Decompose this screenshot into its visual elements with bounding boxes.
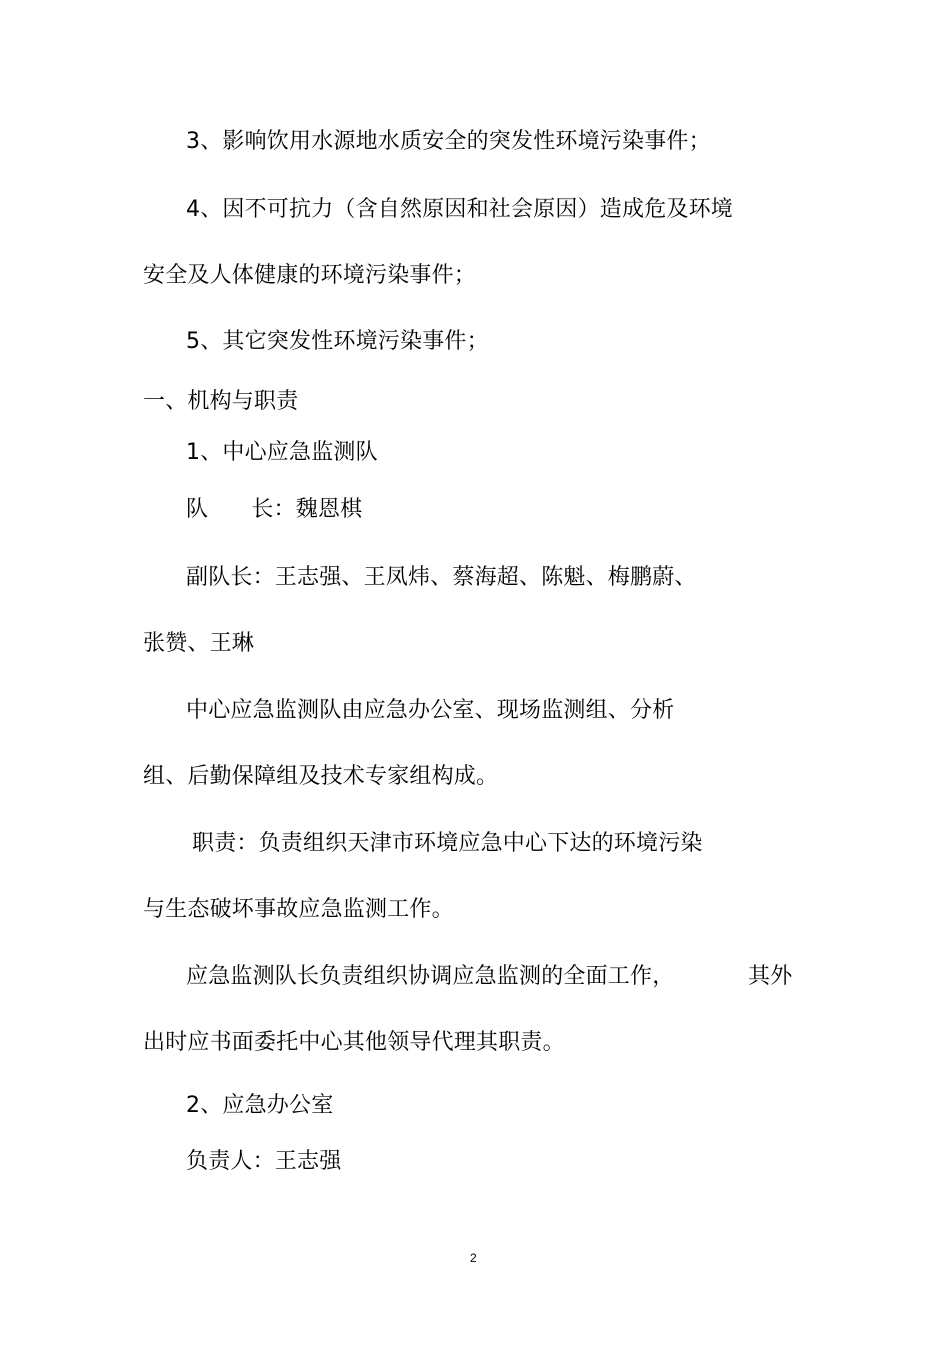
deputy-leader-line: 副队长：王志强、王凤炜、蔡海超、陈魁、梅鹏蔚、 [186, 565, 697, 590]
list-item-5: 5、其它突发性环境污染事件； [186, 329, 489, 354]
duty-paragraph: 职责：负责组织天津市环境应急中心下达的环境污染 [192, 831, 703, 856]
section-heading: 一、机构与职责 [143, 389, 299, 414]
page-number: 2 [470, 1251, 477, 1265]
leader-duty-paragraph: 应急监测队长负责组织协调应急监测的全面工作， [186, 964, 675, 989]
office-head-line: 负责人：王志强 [186, 1149, 342, 1174]
subsection-heading-2: 2、应急办公室 [186, 1093, 334, 1118]
list-item-3: 3、影响饮用水源地水质安全的突发性环境污染事件； [186, 129, 711, 154]
leader-duty-continuation: 出时应书面委托中心其他领导代理其职责。 [143, 1030, 565, 1055]
leader-duty-paragraph-end: 其外 [748, 964, 793, 989]
subsection-heading-1: 1、中心应急监测队 [186, 440, 378, 465]
team-leader-line: 队 长：魏恩棋 [186, 497, 363, 522]
composition-continuation: 组、后勤保障组及技术专家组构成。 [143, 764, 499, 789]
deputy-leader-continuation: 张赞、王琳 [143, 631, 255, 656]
list-item-4-continuation: 安全及人体健康的环境污染事件； [143, 263, 477, 288]
duty-continuation: 与生态破坏事故应急监测工作。 [143, 897, 454, 922]
list-item-4: 4、因不可抗力（含自然原因和社会原因）造成危及环境 [186, 197, 733, 222]
composition-paragraph: 中心应急监测队由应急办公室、现场监测组、分析 [186, 698, 675, 723]
